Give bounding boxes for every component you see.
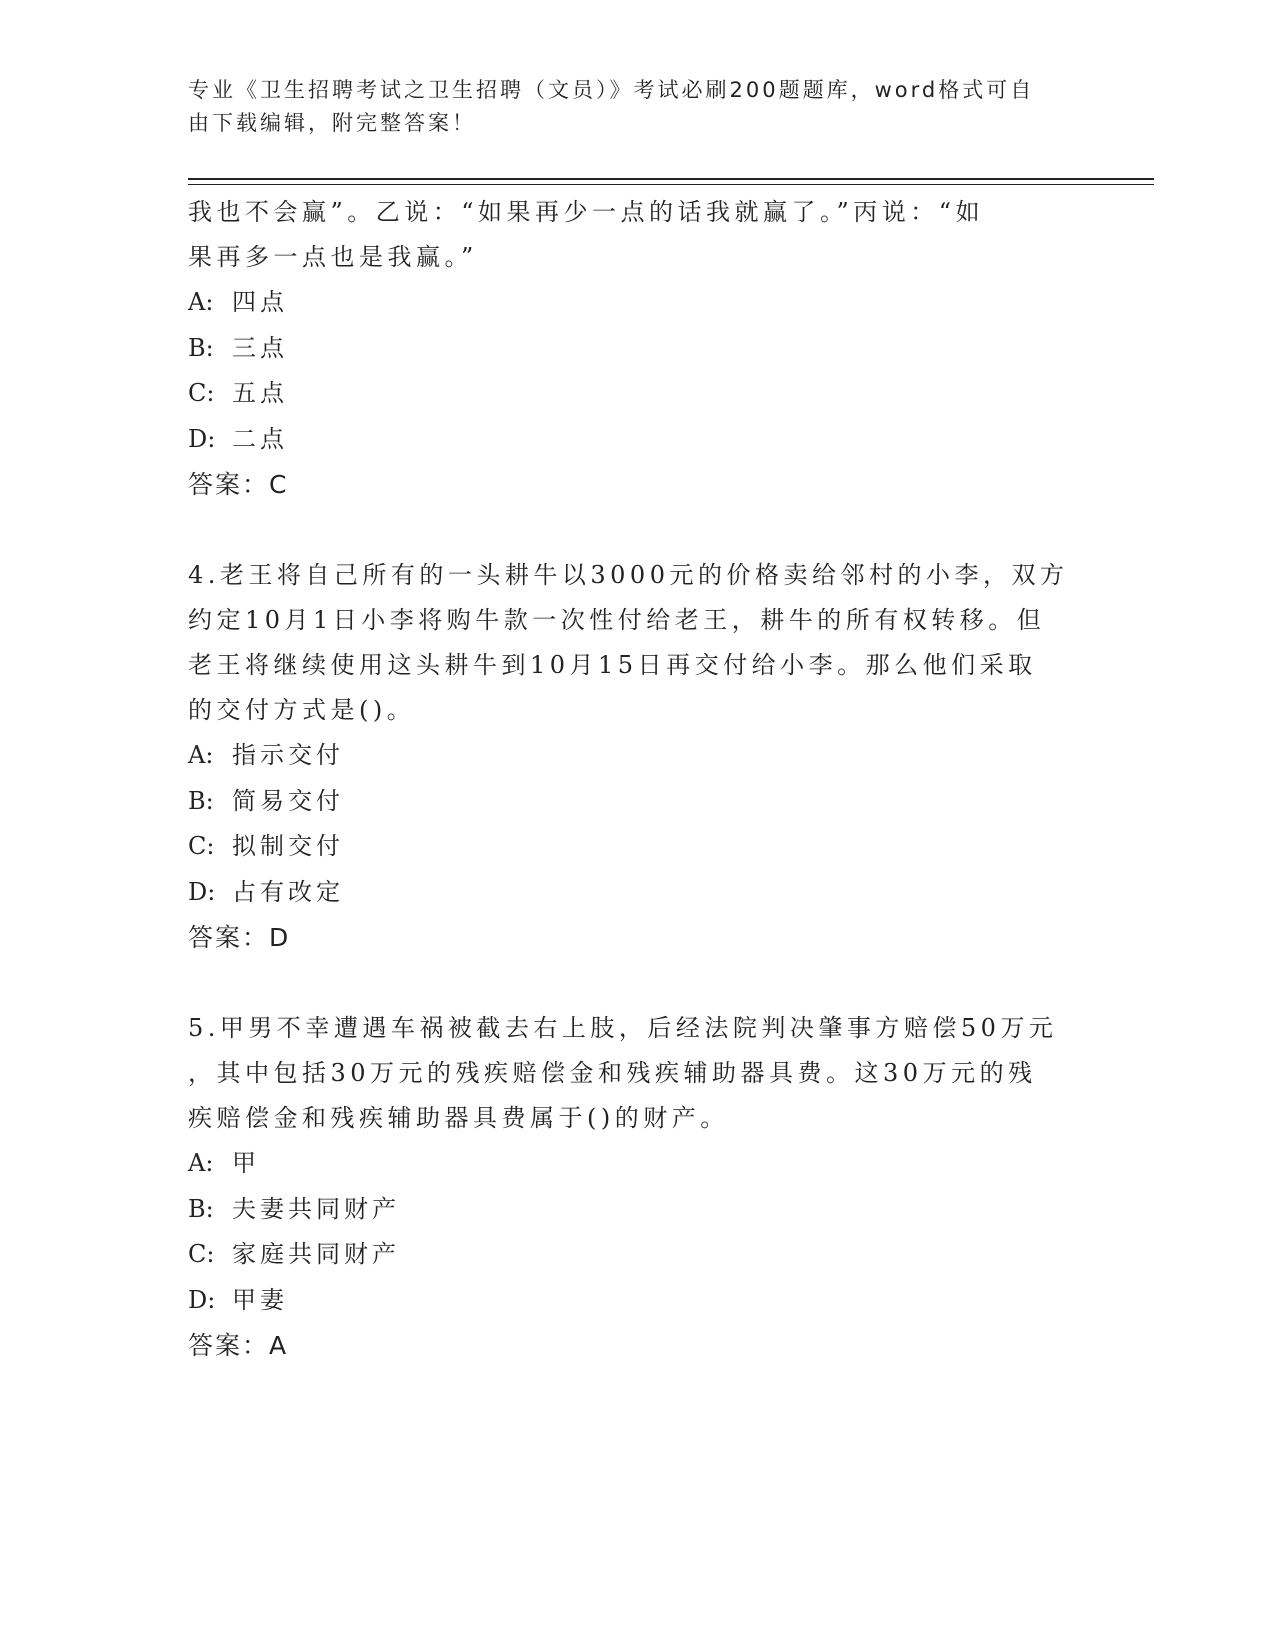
option-letter: B: xyxy=(188,333,214,362)
option-text: 拟制交付 xyxy=(232,832,344,860)
option-a xyxy=(188,280,1088,326)
header-line-2: 由下载编辑，附完整答案！ xyxy=(188,111,476,135)
answer-line: 答案：D xyxy=(188,923,291,952)
option-letter: A: xyxy=(188,741,214,769)
option-letter: D: xyxy=(188,877,216,906)
option-letter: C: xyxy=(188,1240,215,1268)
option-text: 简易交付 xyxy=(232,786,344,815)
option-letter: D: xyxy=(188,1285,216,1314)
option-text: 甲 xyxy=(232,1149,260,1177)
option-c xyxy=(188,371,1088,417)
spacer xyxy=(188,961,1088,1006)
question-stem-line: 果再多一点也是我赢。” xyxy=(188,243,478,271)
option-d xyxy=(188,870,1088,916)
question-stem-line: 疾赔偿金和残疾辅助器具费属于()的财产。 xyxy=(188,1104,729,1132)
option-letter: C: xyxy=(188,832,215,860)
option-text: 占有改定 xyxy=(232,877,344,906)
question-list xyxy=(188,190,1088,1369)
option-letter: A: xyxy=(188,1149,214,1177)
option-a xyxy=(188,1141,1088,1187)
option-c xyxy=(188,824,1088,870)
option-c xyxy=(188,1232,1088,1278)
option-text: 甲妻 xyxy=(232,1285,288,1314)
option-letter: D: xyxy=(188,424,216,453)
spacer xyxy=(188,508,1088,553)
option-b xyxy=(188,1187,1088,1233)
header-line-1: 专业《卫生招聘考试之卫生招聘（文员）》考试必刷200题题库，word格式可自 xyxy=(188,78,1035,102)
question-stem-line: 5.甲男不幸遭遇车祸被截去右上肢，后经法院判决肇事方赔偿50万元 xyxy=(188,1014,1058,1042)
question-stem-line: 老王将继续使用这头耕牛到10月15日再交付给小李。那么他们采取 xyxy=(188,651,1037,679)
question-stem-line: 约定10月1日小李将购牛款一次性付给老王，耕牛的所有权转移。但 xyxy=(188,606,1046,634)
option-b xyxy=(188,326,1088,372)
header-rule-thick xyxy=(188,178,1154,180)
option-b xyxy=(188,779,1088,825)
option-d xyxy=(188,1278,1088,1324)
answer-line: 答案：C xyxy=(188,470,289,499)
option-letter: B: xyxy=(188,786,214,815)
option-text: 家庭共同财产 xyxy=(232,1240,400,1268)
answer-line: 答案：A xyxy=(188,1331,289,1360)
header-rule-thin xyxy=(188,184,1154,185)
question-5 xyxy=(188,1006,1088,1369)
option-text: 五点 xyxy=(232,379,288,407)
option-a xyxy=(188,733,1088,779)
option-text: 指示交付 xyxy=(232,741,344,769)
question-stem-line: 4.老王将自己所有的一头耕牛以3000元的价格卖给邻村的小李，双方 xyxy=(188,561,1069,589)
question-stem-line: ，其中包括30万元的残疾赔偿金和残疾辅助器具费。这30万元的残 xyxy=(188,1059,1037,1087)
option-d xyxy=(188,417,1088,463)
option-text: 夫妻共同财产 xyxy=(232,1194,400,1223)
option-text: 三点 xyxy=(232,333,288,362)
option-text: 四点 xyxy=(232,288,288,316)
option-text: 二点 xyxy=(232,424,288,453)
document-header xyxy=(188,74,1068,140)
question-stem-line: 的交付方式是()。 xyxy=(188,696,416,724)
option-letter: C: xyxy=(188,379,215,407)
question-4 xyxy=(188,553,1088,961)
question-stem-line: 我也不会赢”。乙说：“如果再少一点的话我就赢了。”丙说：“如 xyxy=(188,198,985,226)
question-3-continued xyxy=(188,190,1088,508)
option-letter: A: xyxy=(188,288,214,316)
option-letter: B: xyxy=(188,1194,214,1223)
